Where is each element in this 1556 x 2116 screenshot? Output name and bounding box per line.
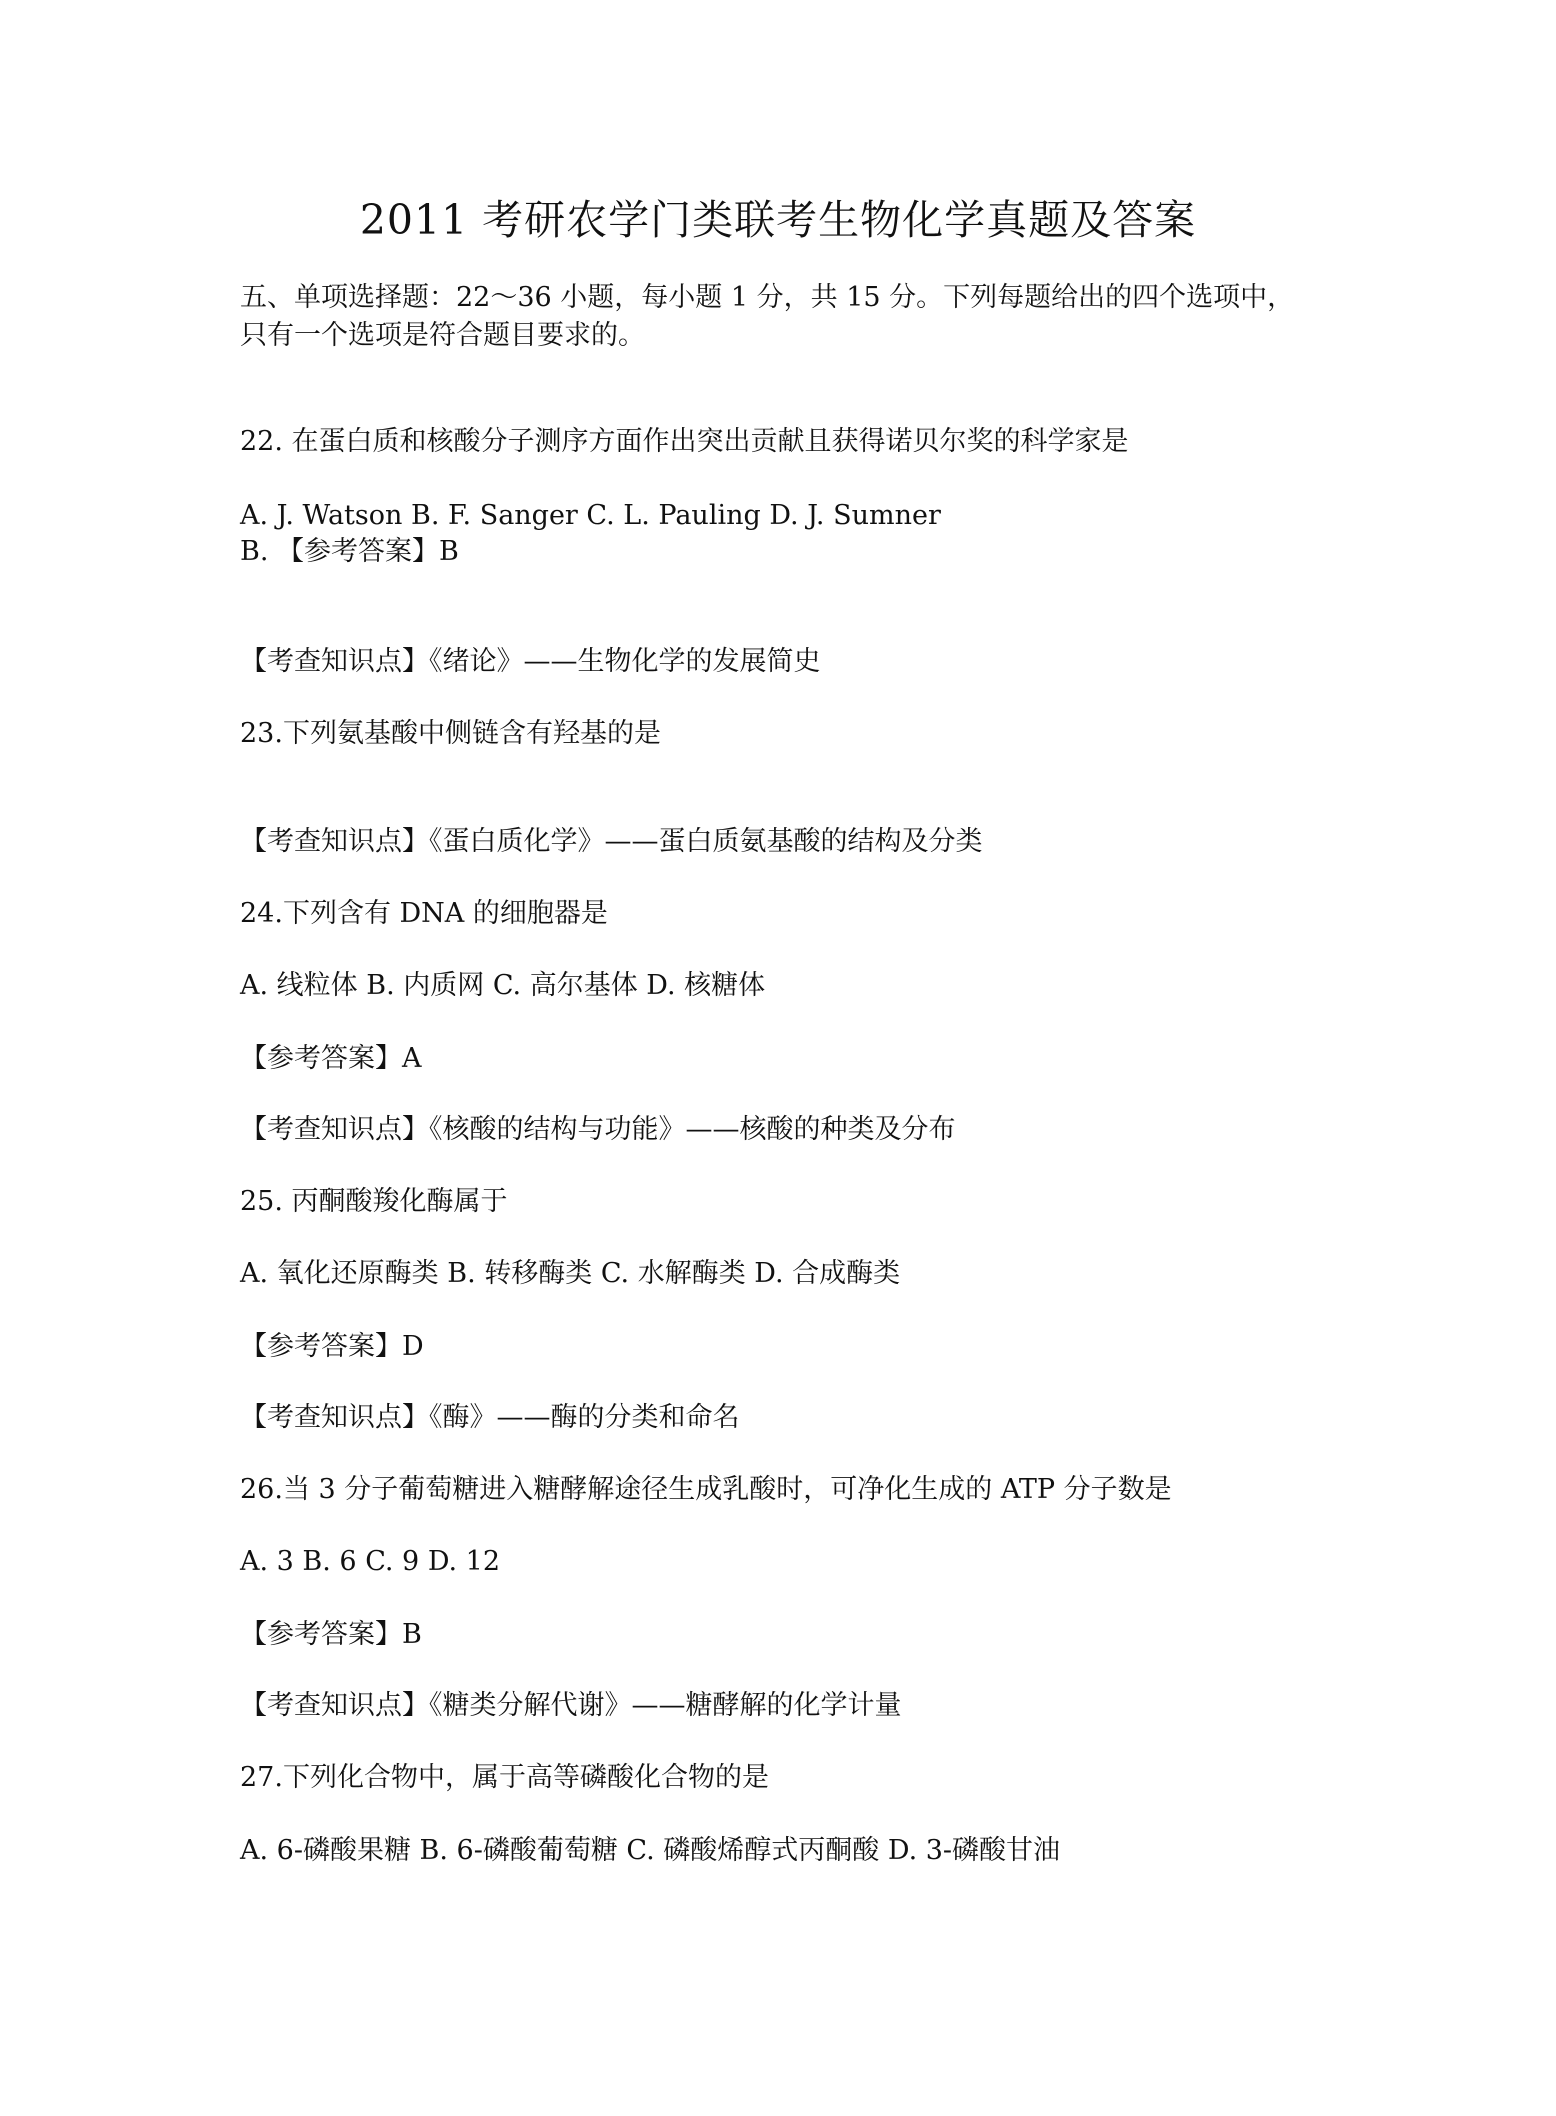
question-25-options: A. 氧化还原酶类 B. 转移酶类 C. 水解酶类 D. 合成酶类 [240, 1258, 901, 1289]
question-26-options: A. 3 B. 6 C. 9 D. 12 [240, 1546, 501, 1577]
section-intro-line-2: 只有一个选项是符合题目要求的。 [240, 320, 645, 351]
question-24-options: A. 线粒体 B. 内质网 C. 高尔基体 D. 核糖体 [240, 970, 766, 1001]
question-26-answer: 【参考答案】B [240, 1619, 422, 1650]
question-24-stem: 24.下列含有 DNA 的细胞器是 [240, 898, 608, 929]
question-24-answer: 【参考答案】A [240, 1043, 422, 1074]
question-27-stem: 27.下列化合物中，属于高等磷酸化合物的是 [240, 1762, 769, 1793]
question-25-answer: 【参考答案】D [240, 1331, 424, 1362]
document-title: 2011 考研农学门类联考生物化学真题及答案 [359, 196, 1197, 244]
question-26-knowledge: 【考查知识点】《糖类分解代谢》——糖酵解的化学计量 [240, 1690, 902, 1721]
question-22-options: A. J. Watson B. F. Sanger C. L. Pauling D. J. Sumner [240, 500, 941, 531]
question-27-options: A. 6-磷酸果糖 B. 6-磷酸葡萄糖 C. 磷酸烯醇式丙酮酸 D. 3-磷酸甘油 [240, 1835, 1061, 1866]
question-25-knowledge: 【考查知识点】《酶》——酶的分类和命名 [240, 1402, 740, 1433]
question-26-stem: 26.当 3 分子葡萄糖进入糖酵解途径生成乳酸时，可净化生成的 ATP 分子数是 [240, 1474, 1172, 1505]
question-23-stem: 23.下列氨基酸中侧链含有羟基的是 [240, 718, 661, 749]
question-24-knowledge: 【考查知识点】《核酸的结构与功能》——核酸的种类及分布 [240, 1114, 956, 1145]
section-intro-line-1: 五、单项选择题：22～36 小题，每小题 1 分，共 15 分。下列每题给出的四个选项中， [240, 282, 1295, 313]
question-25-stem: 25. 丙酮酸羧化酶属于 [240, 1186, 508, 1217]
question-22-answer: B. 【参考答案】B [240, 536, 459, 567]
question-22-stem: 22. 在蛋白质和核酸分子测序方面作出突出贡献且获得诺贝尔奖的科学家是 [240, 426, 1129, 457]
question-23-knowledge: 【考查知识点】《蛋白质化学》——蛋白质氨基酸的结构及分类 [240, 826, 983, 857]
question-22-knowledge: 【考查知识点】《绪论》——生物化学的发展简史 [240, 646, 821, 677]
